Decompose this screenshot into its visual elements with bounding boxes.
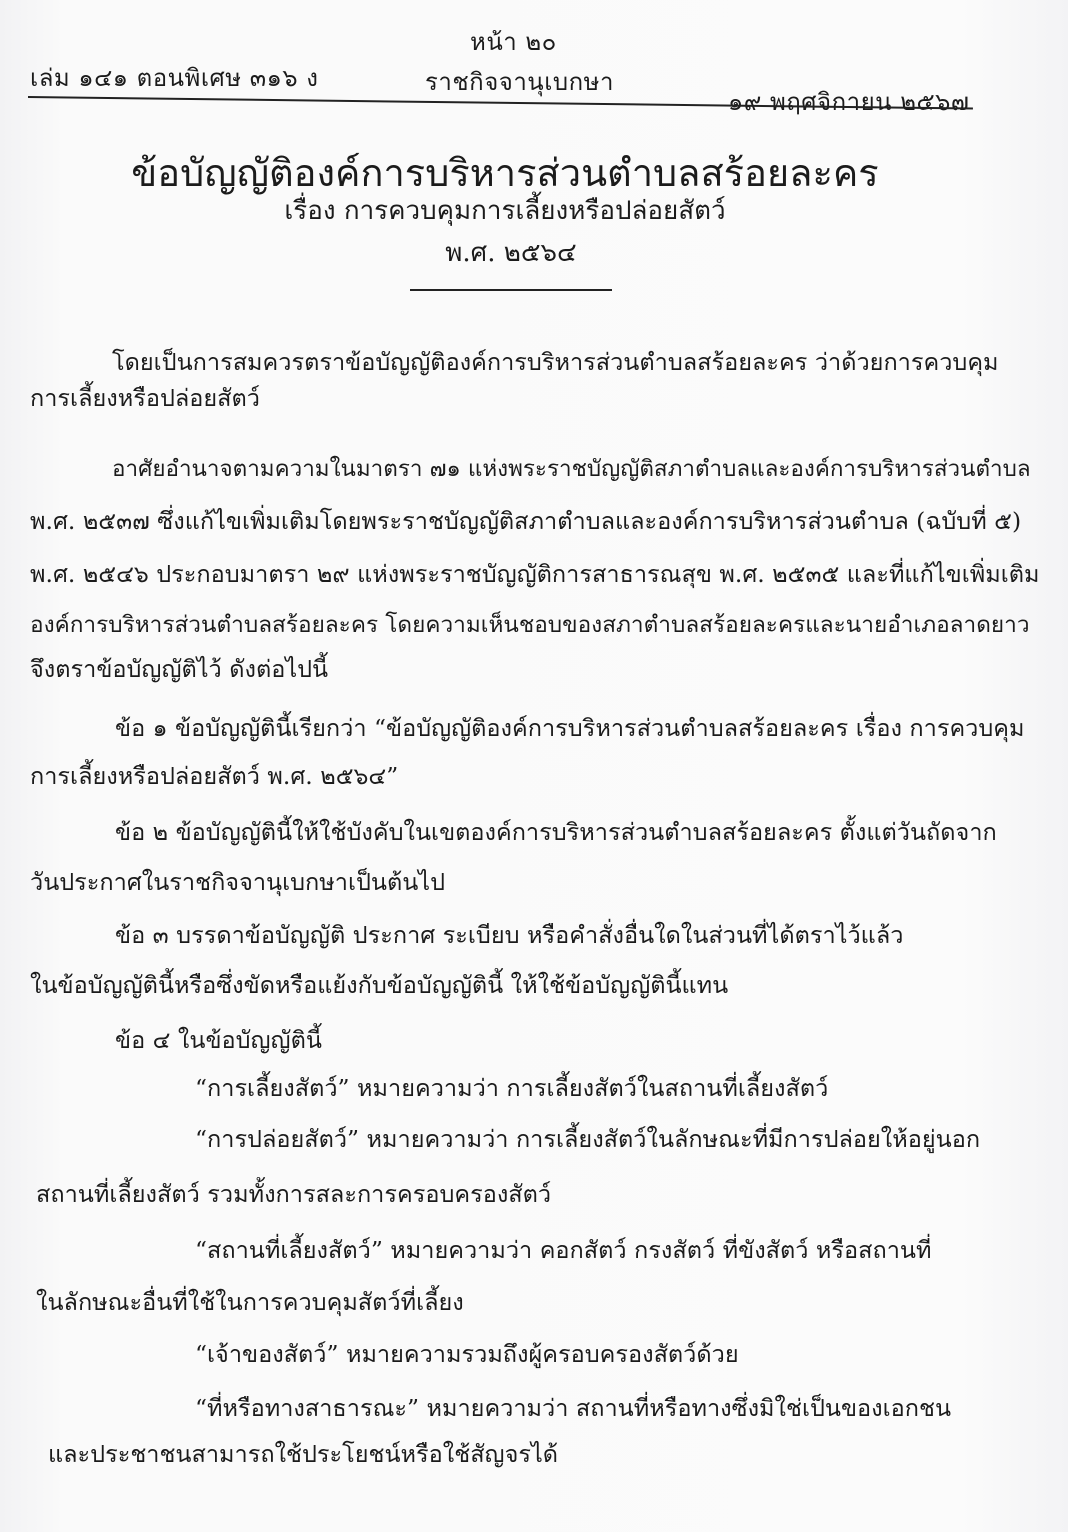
title-divider bbox=[410, 289, 612, 291]
definition-animal-owner: “เจ้าของสัตว์” หมายความรวมถึงผู้ครอบครองสัตว์ด้วย bbox=[195, 1340, 739, 1368]
clause-1-line-1: ข้อ ๑ ข้อบัญญัตินี้เรียกว่า “ข้อบัญญัติองค์การบริหารส่วนตำบลสร้อยละคร เรื่อง การควบคุม bbox=[115, 714, 1025, 742]
authority-line-4: องค์การบริหารส่วนตำบลสร้อยละคร โดยความเห็นชอบของสภาตำบลสร้อยละครและนายอำเภอลาดยาว bbox=[30, 612, 1030, 638]
authority-line-3: พ.ศ. ๒๕๔๖ ประกอบมาตรา ๒๙ แห่งพระราชบัญญัติการสาธารณสุข พ.ศ. ๒๕๓๕ และที่แก้ไขเพิ่มเติม bbox=[30, 560, 1040, 588]
clause-2-line-1: ข้อ ๒ ข้อบัญญัตินี้ให้ใช้บังคับในเขตองค์การบริหารส่วนตำบลสร้อยละคร ตั้งแต่วันถัดจาก bbox=[115, 818, 997, 846]
preamble-line-2: การเลี้ยงหรือปล่อยสัตว์ bbox=[30, 384, 260, 412]
definition-animal-raising: “การเลี้ยงสัตว์” หมายความว่า การเลี้ยงสัตว์ในสถานที่เลี้ยงสัตว์ bbox=[195, 1074, 829, 1102]
page-number: หน้า ๒๐ bbox=[470, 28, 557, 56]
definition-public-place-line-1: “ที่หรือทางสาธารณะ” หมายความว่า สถานที่หรือทางซึ่งมิใช่เป็นของเอกชน bbox=[195, 1394, 952, 1422]
document-year: พ.ศ. ๒๕๖๔ bbox=[445, 238, 577, 268]
authority-line-5: จึงตราข้อบัญญัติไว้ ดังต่อไปนี้ bbox=[30, 655, 329, 683]
clause-4-line-1: ข้อ ๔ ในข้อบัญญัตินี้ bbox=[115, 1026, 322, 1054]
clause-3-line-1: ข้อ ๓ บรรดาข้อบัญญัติ ประกาศ ระเบียบ หรือคำสั่งอื่นใดในส่วนที่ได้ตราไว้แล้ว bbox=[115, 921, 904, 949]
document-title: ข้อบัญญัติองค์การบริหารส่วนตำบลสร้อยละคร bbox=[131, 151, 879, 195]
publication-date: ๑๙ พฤศจิกายน ๒๕๖๗ bbox=[728, 88, 970, 116]
definition-animal-release-line-2: สถานที่เลี้ยงสัตว์ รวมทั้งการสละการครอบครองสัตว์ bbox=[36, 1180, 552, 1208]
authority-line-2: พ.ศ. ๒๕๓๗ ซึ่งแก้ไขเพิ่มเติมโดยพระราชบัญญัติสภาตำบลและองค์การบริหารส่วนตำบล (ฉบับที่ ๕) bbox=[30, 507, 1022, 535]
gazette-name: ราชกิจจานุเบกษา bbox=[425, 68, 614, 96]
authority-line-1: อาศัยอำนาจตามความในมาตรา ๗๑ แห่งพระราชบัญญัติสภาตำบลและองค์การบริหารส่วนตำบล bbox=[112, 456, 1031, 482]
definition-animal-place-line-2: ในลักษณะอื่นที่ใช้ในการควบคุมสัตว์ที่เลี้ยง bbox=[36, 1288, 464, 1316]
preamble-line-1: โดยเป็นการสมควรตราข้อบัญญัติองค์การบริหารส่วนตำบลสร้อยละคร ว่าด้วยการควบคุม bbox=[112, 348, 999, 376]
clause-1-line-2: การเลี้ยงหรือปล่อยสัตว์ พ.ศ. ๒๕๖๔” bbox=[30, 762, 399, 790]
clause-3-line-2: ในข้อบัญญัตินี้หรือซึ่งขัดหรือแย้งกับข้อบัญญัตินี้ ให้ใช้ข้อบัญญัตินี้แทน bbox=[30, 971, 729, 999]
volume-info: เล่ม ๑๔๑ ตอนพิเศษ ๓๑๖ ง bbox=[30, 64, 319, 92]
document-subject: เรื่อง การควบคุมการเลี้ยงหรือปล่อยสัตว์ bbox=[284, 196, 726, 226]
definition-animal-release-line-1: “การปล่อยสัตว์” หมายความว่า การเลี้ยงสัตว์ในลักษณะที่มีการปล่อยให้อยู่นอก bbox=[195, 1125, 981, 1153]
definition-animal-place-line-1: “สถานที่เลี้ยงสัตว์” หมายความว่า คอกสัตว์ กรงสัตว์ ที่ขังสัตว์ หรือสถานที่ bbox=[195, 1236, 932, 1264]
definition-public-place-line-2: และประชาชนสามารถใช้ประโยชน์หรือใช้สัญจรได้ bbox=[48, 1440, 559, 1468]
clause-2-line-2: วันประกาศในราชกิจจานุเบกษาเป็นต้นไป bbox=[30, 868, 446, 896]
